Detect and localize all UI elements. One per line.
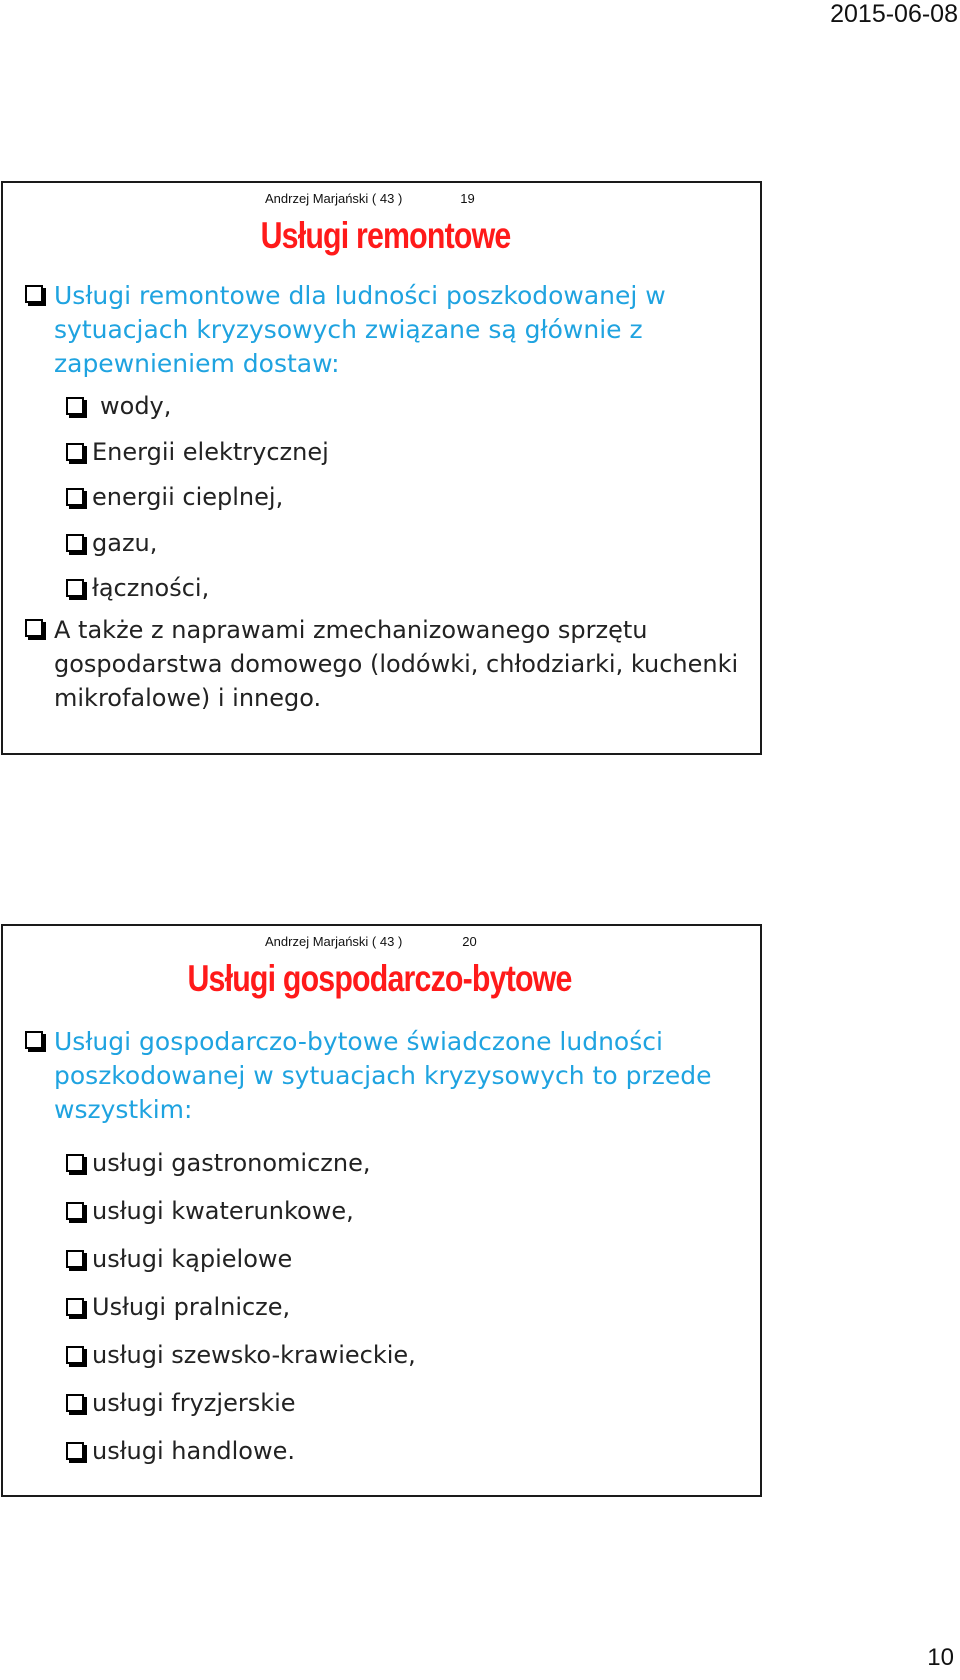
checkbox-bullet-icon (66, 1202, 84, 1220)
list-item-text: usługi kąpielowe (92, 1245, 293, 1273)
list-item (66, 573, 209, 603)
list-item (66, 1196, 354, 1226)
list-item (66, 1388, 296, 1418)
list-item-text: usługi gastronomiczne, (92, 1149, 371, 1177)
slide-title: Usługi remontowe (260, 215, 511, 256)
list-item-text: łączności, (92, 574, 210, 602)
checkbox-bullet-icon (25, 619, 43, 637)
intro-paragraph (25, 1025, 740, 1127)
list-item-text: usługi szewsko-krawieckie, (92, 1341, 416, 1369)
checkbox-bullet-icon (66, 1250, 84, 1268)
list-item (66, 391, 171, 421)
list-item-text: usługi kwaterunkowe, (92, 1197, 354, 1225)
list-item-text: Energii elektrycznej (92, 438, 329, 466)
checkbox-bullet-icon (66, 579, 84, 597)
list-item (66, 1292, 290, 1322)
outro-text: A także z naprawami zmechanizowanego sprzętu gospodarstwa domowego (lodówki, chłodziarki, kuchenki mikrofalowe) i innego. (54, 616, 739, 712)
checkbox-bullet-icon (66, 534, 84, 552)
intro-paragraph (25, 279, 740, 381)
intro-text: Usługi remontowe dla ludności poszkodowanej w sytuacjach kryzysowych związane są głównie z zapewnieniem dostaw: (54, 281, 666, 378)
intro-text: Usługi gospodarczo-bytowe świadczone ludności poszkodowanej w sytuacjach kryzysowych to przede wszystkim: (54, 1027, 712, 1124)
list-item-text: usługi fryzjerskie (92, 1389, 296, 1417)
list-item-text: wody, (100, 392, 172, 420)
list-item (66, 1148, 371, 1178)
slide-author: Andrzej Marjański ( 43 ) (265, 191, 403, 206)
checkbox-bullet-icon (66, 488, 84, 506)
slide-19 (1, 181, 762, 755)
list-item (66, 1436, 295, 1466)
list-item (66, 528, 157, 558)
list-item (66, 482, 283, 512)
slide-author: Andrzej Marjański ( 43 ) (265, 934, 403, 949)
slide-title: Usługi gospodarczo-bytowe (187, 958, 572, 999)
list-item (66, 1340, 416, 1370)
checkbox-bullet-icon (66, 1154, 84, 1172)
document-date: 2015-06-08 (830, 0, 958, 28)
list-item-text: energii cieplnej, (92, 483, 284, 511)
checkbox-bullet-icon (66, 397, 84, 415)
slide-20 (1, 924, 762, 1497)
list-item (66, 437, 329, 467)
outro-paragraph (25, 613, 740, 715)
slide-number: 19 (460, 191, 475, 206)
list-item (66, 1244, 292, 1274)
checkbox-bullet-icon (25, 1031, 43, 1049)
checkbox-bullet-icon (66, 1394, 84, 1412)
checkbox-bullet-icon (66, 1346, 84, 1364)
checkbox-bullet-icon (66, 1298, 84, 1316)
slide-header (265, 191, 475, 206)
list-item-text: usługi handlowe. (92, 1437, 296, 1465)
slide-header (265, 934, 477, 949)
slide-number: 20 (462, 934, 477, 949)
page-number: 10 (927, 1644, 954, 1671)
list-item-text: Usługi pralnicze, (92, 1293, 291, 1321)
checkbox-bullet-icon (25, 285, 43, 303)
checkbox-bullet-icon (66, 1442, 84, 1460)
list-item-text: gazu, (92, 529, 158, 557)
checkbox-bullet-icon (66, 443, 84, 461)
